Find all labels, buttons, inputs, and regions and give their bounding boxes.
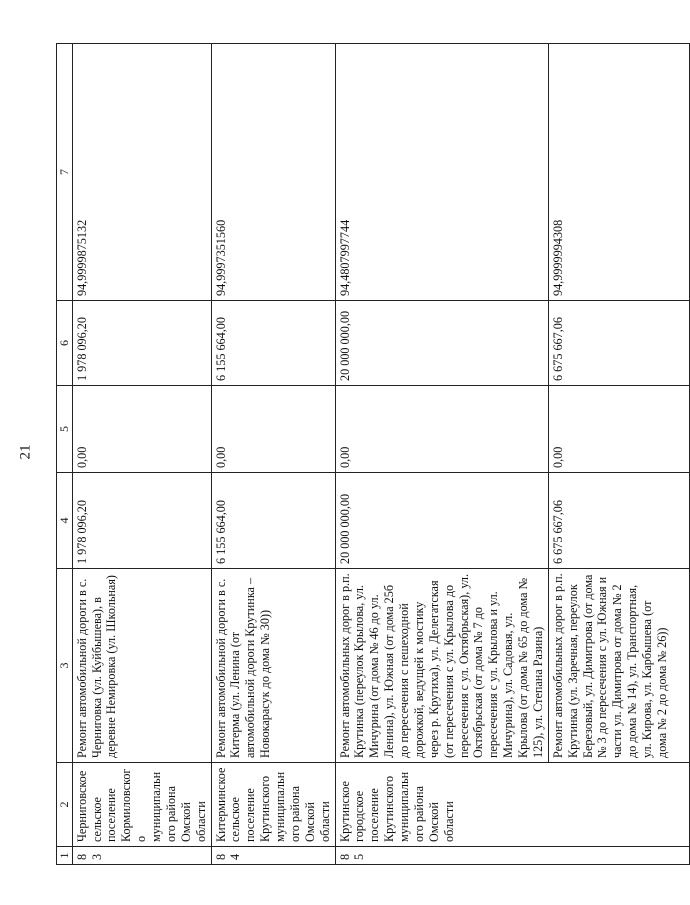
row-number: 85 xyxy=(335,847,689,865)
col-header-1: 1 xyxy=(57,847,73,865)
col-header-3: 3 xyxy=(57,569,73,763)
amount-cell-5: 0,00 xyxy=(211,386,335,473)
col-header-5: 5 xyxy=(57,386,73,473)
amount-cell-6: 1 978 096,20 xyxy=(72,301,211,386)
percent-cell-7: 94,9999875132 xyxy=(72,44,211,301)
header-row xyxy=(57,44,73,865)
percent-cell-7: 94,9999994308 xyxy=(548,44,689,301)
settlement-cell: Черниговское сельское поселение Кормиловского муниципального района Омской области xyxy=(72,763,211,847)
amount-cell-4: 6 675 667,06 xyxy=(548,473,689,569)
table-row xyxy=(548,44,689,865)
amount-cell-4: 6 155 664,00 xyxy=(211,473,335,569)
amount-cell-4: 1 978 096,20 xyxy=(72,473,211,569)
percent-cell-7: 94,4807997744 xyxy=(335,44,548,301)
amount-cell-4: 20 000 000,00 xyxy=(335,473,548,569)
data-table xyxy=(56,43,690,865)
col-header-6: 6 xyxy=(57,301,73,386)
col-header-4: 4 xyxy=(57,473,73,569)
col-header-2: 2 xyxy=(57,763,73,847)
amount-cell-6: 20 000 000,00 xyxy=(335,301,548,386)
table-row xyxy=(211,44,335,865)
amount-cell-5: 0,00 xyxy=(72,386,211,473)
work-description-cell: Ремонт автомобильных дорог в р.п. Крутинка (ул. Заречная, переулок Березовый, ул. Димитрова (от дома № 3 до пересечения с ул. Южная и части ул. Димитрова от дома № 2 до дома № 14), ул. Транспортная, ул. Кирова, ул. Карбышева (от дома № 2 до дома № 26)) xyxy=(548,569,689,763)
row-number: 83 xyxy=(72,847,211,865)
amount-cell-5: 0,00 xyxy=(335,386,548,473)
row-number: 84 xyxy=(211,847,335,865)
work-description-cell: Ремонт автомобильной дороги в с. Китерма (ул. Ленина (от автомобильной дороги Крутинка – Новокарасук до дома № 30)) xyxy=(211,569,335,763)
work-description-cell: Ремонт автомобильных дорог в р.п. Крутинка (переулок Крылова, ул. Мичурина (от дома № 46 до ул. Ленина), ул. Южная (от дома 25б до пересечения с пешеходной дорожкой, ведущей к мостику через р. Крутиха), ул. Делегатская (от пересечения с ул. Крылова до пересечения с ул. Октябрьская), ул. Октябрьская (от дома № 7 до пересечения с ул. Крылова и ул. Мичурина), ул. Садовая, ул. Крылова (от дома № 65 до дома № 125), ул. Степана Разина) xyxy=(335,569,548,763)
amount-cell-5: 0,00 xyxy=(548,386,689,473)
amount-cell-6: 6 675 667,06 xyxy=(548,301,689,386)
settlement-cell: Китерминское сельское поселение Крутинского муниципального района Омской области xyxy=(211,763,335,847)
settlement-cell: Крутинское городское поселение Крутинского муниципального района Омской области xyxy=(335,763,689,847)
page-number: 21 xyxy=(17,444,34,460)
work-description-cell: Ремонт автомобильной дороги в с. Черниговка (ул. Куйбышева), в деревне Немировка (ул. Школьная) xyxy=(72,569,211,763)
table-landscape xyxy=(56,44,669,865)
table-row xyxy=(72,44,211,865)
percent-cell-7: 94,9997351560 xyxy=(211,44,335,301)
rotated-table-frame xyxy=(56,44,669,865)
table-row xyxy=(335,44,548,865)
col-header-7: 7 xyxy=(57,44,73,301)
amount-cell-6: 6 155 664,00 xyxy=(211,301,335,386)
